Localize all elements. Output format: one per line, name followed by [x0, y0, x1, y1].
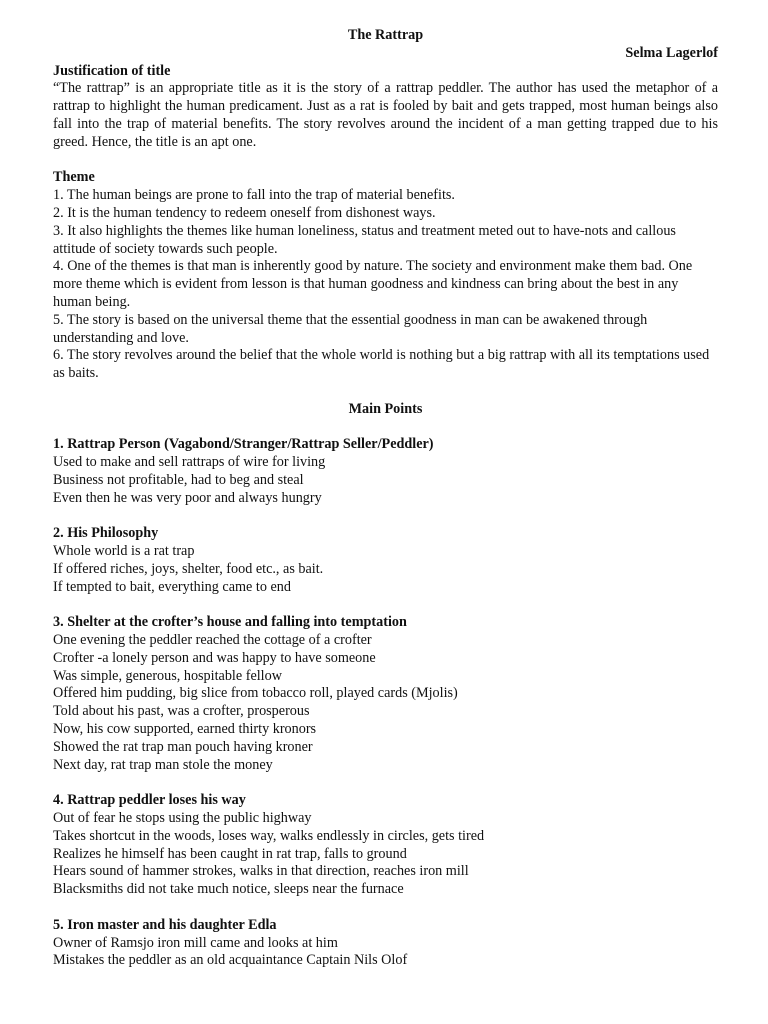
- main-point-heading: 1. Rattrap Person (Vagabond/Stranger/Rattrap Seller/Peddler): [53, 436, 434, 453]
- main-point-section-4: [53, 792, 718, 899]
- main-point-line: Offered him pudding, big slice from tobacco roll, played cards (Mjolis): [53, 685, 458, 702]
- justification-text: “The rattrap” is an appropriate title as it is the story of a rattrap peddler. The author has used the metaphor of a rattrap to highlight the human predicament. Just as a rat is fooled by bait and gets trapped, most human beings also fall into the trap of material benefits. The story revolves around the incident of a man getting trapped due to his greed. Hence, the title is an apt one.: [53, 80, 718, 150]
- main-point-line: Showed the rat trap man pouch having kroner: [53, 738, 313, 755]
- main-point-line: Crofter -a lonely person and was happy to have someone: [53, 649, 376, 666]
- main-points-heading: Main Points: [348, 400, 423, 417]
- main-point-line: Out of fear he stops using the public highway: [53, 810, 312, 827]
- main-point-line: Takes shortcut in the woods, loses way, walks endlessly in circles, gets tired: [53, 827, 485, 844]
- main-point-section-5: [53, 917, 718, 970]
- main-point-line: One evening the peddler reached the cottage of a crofter: [53, 632, 372, 649]
- document-title: The Rattrap: [347, 27, 424, 43]
- main-point-line: Was simple, generous, hospitable fellow: [53, 667, 282, 684]
- main-point-line: Next day, rat trap man stole the money: [53, 756, 273, 773]
- main-point-heading: 2. His Philosophy: [53, 525, 159, 542]
- main-point-line: Used to make and sell rattraps of wire for living: [53, 454, 326, 471]
- theme-item: 5. The story is based on the universal theme that the essential goodness in man can be awakened through understanding and love.: [53, 311, 648, 346]
- main-point-section-3: [53, 614, 718, 774]
- theme-item: 1. The human beings are prone to fall into the trap of material benefits.: [53, 187, 455, 204]
- document-author: Selma Lagerlof: [625, 44, 718, 61]
- main-point-line: Told about his past, was a crofter, prosperous: [53, 703, 310, 720]
- main-point-line: Even then he was very poor and always hungry: [53, 489, 322, 506]
- main-point-line: Hears sound of hammer strokes, walks in that direction, reaches iron mill: [53, 863, 469, 880]
- theme-heading: Theme: [53, 169, 95, 186]
- theme-section: [53, 169, 718, 383]
- main-point-section-1: [53, 436, 718, 507]
- main-point-line: Blacksmiths did not take much notice, sleeps near the furnace: [53, 881, 404, 898]
- theme-item: 2. It is the human tendency to redeem oneself from dishonest ways.: [53, 204, 436, 221]
- theme-item: 6. The story revolves around the belief that the whole world is nothing but a big rattrap with all its temptations used as baits.: [53, 347, 710, 382]
- main-point-line: Owner of Ramsjo iron mill came and looks at him: [53, 934, 338, 951]
- main-point-heading: 5. Iron master and his daughter Edla: [53, 916, 277, 933]
- justification-heading: Justification of title: [53, 62, 171, 79]
- justification-section: [53, 63, 718, 152]
- main-point-section-2: [53, 525, 718, 596]
- main-point-line: Mistakes the peddler as an old acquaintance Captain Nils Olof: [53, 952, 408, 969]
- main-point-line: Realizes he himself has been caught in rat trap, falls to ground: [53, 845, 407, 862]
- main-point-heading: 3. Shelter at the crofter’s house and falling into temptation: [53, 614, 407, 631]
- main-point-line: Business not profitable, had to beg and steal: [53, 471, 304, 488]
- main-point-line: Whole world is a rat trap: [53, 543, 195, 560]
- main-point-heading: 4. Rattrap peddler loses his way: [53, 792, 246, 809]
- main-point-line: If tempted to bait, everything came to end: [53, 578, 291, 595]
- main-point-line: Now, his cow supported, earned thirty kronors: [53, 721, 317, 738]
- main-point-line: If offered riches, joys, shelter, food etc., as bait.: [53, 560, 324, 577]
- theme-item: 3. It also highlights the themes like human loneliness, status and treatment meted out to have-nots and callous attitude of society towards such people.: [53, 222, 676, 257]
- theme-item: 4. One of the themes is that man is inherently good by nature. The society and environment make them bad. One more theme which is evident from lesson is that human goodness and kindness can bring about the best in any human being.: [53, 258, 693, 310]
